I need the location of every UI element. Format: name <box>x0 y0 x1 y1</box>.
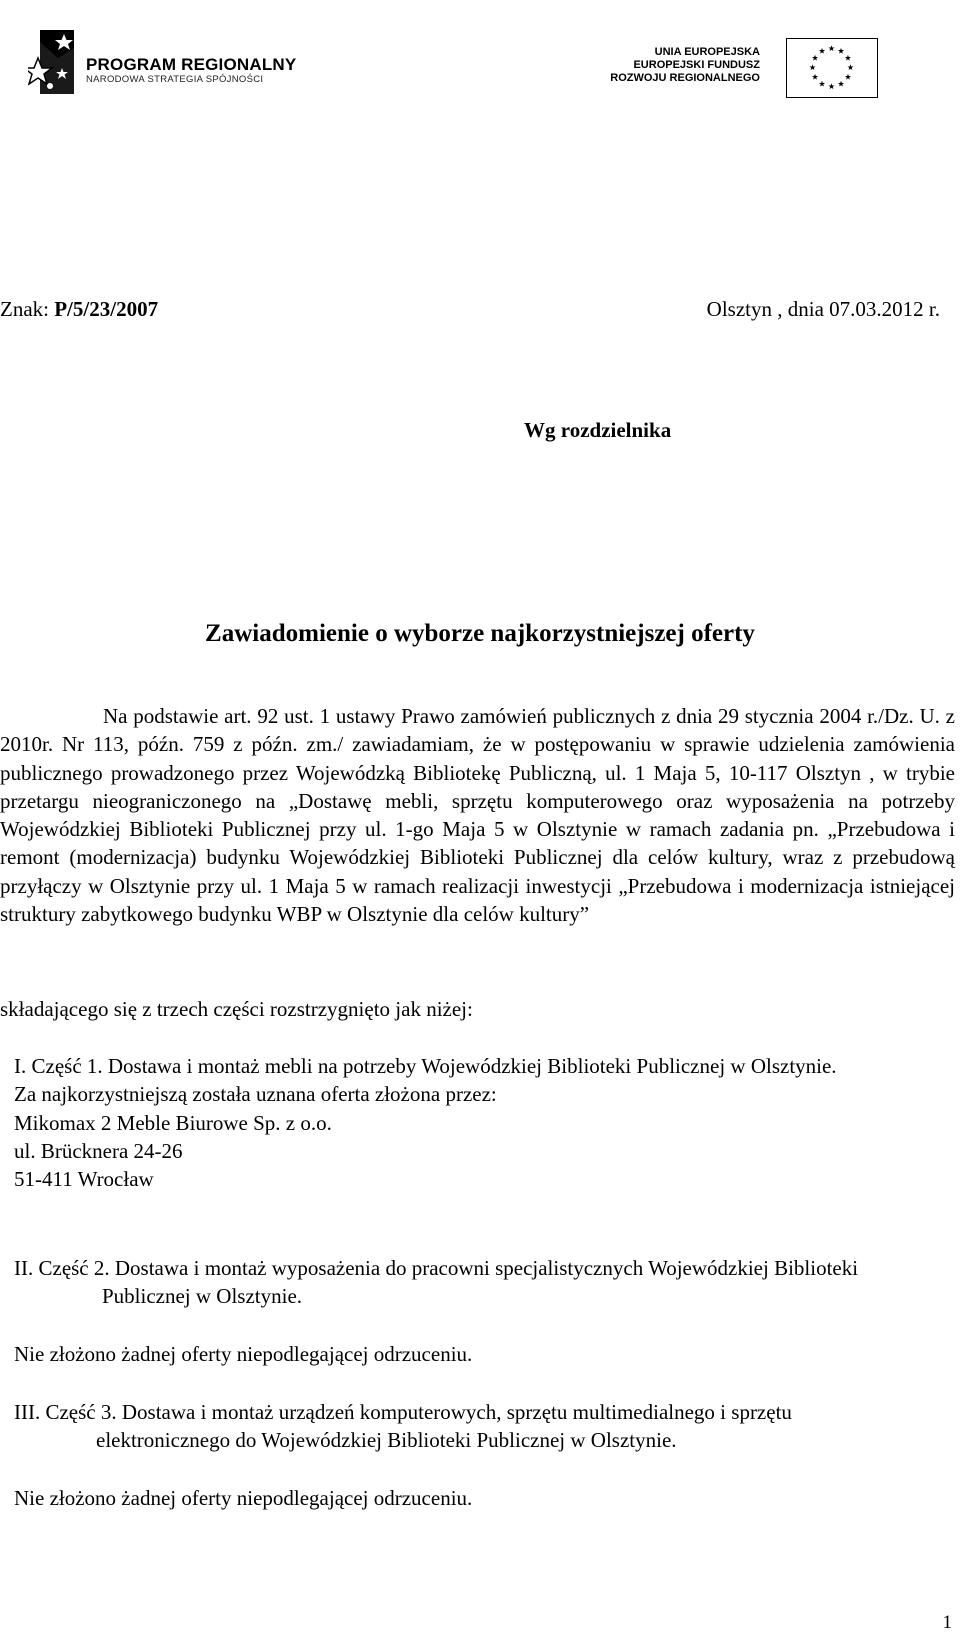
program-regionalny-logo <box>28 28 318 103</box>
part-2-heading: II. Część 2. Dostawa i montaż wyposażenia do pracowni specjalistycznych Wojewódzkiej Biblioteki Publicznej w Olsztynie. <box>14 1256 859 1309</box>
eu-star-icon <box>845 74 851 80</box>
part-2-result: Nie złożono żadnej oferty niepodlegającej odrzuceniu. <box>14 1342 473 1366</box>
part-3-result: Nie złożono żadnej oferty niepodlegającej odrzuceniu. <box>14 1486 473 1510</box>
eu-star-icon <box>845 55 851 61</box>
part-3 <box>14 1398 894 1455</box>
part-1-heading: I. Część 1. Dostawa i montaż mebli na potrzeby Wojewódzkiej Biblioteki Publicznej w Olsztynie. <box>14 1054 837 1078</box>
eu-star-icon <box>819 81 825 87</box>
document-title: Zawiadomienie o wyborze najkorzystniejszej oferty <box>205 620 755 647</box>
reference-value: P/5/23/2007 <box>54 297 159 321</box>
recipient: Wg rozdzielnika <box>524 418 672 442</box>
eu-star-icon <box>812 55 818 61</box>
part-1-line: Mikomax 2 Meble Biurowe Sp. z o.o. <box>14 1110 332 1135</box>
right-logo-line3: ROZWOJU REGIONALNEGO <box>610 72 760 84</box>
eu-star-icon <box>847 64 853 70</box>
left-logo-subtitle: NARODOWA STRATEGIA SPÓJNOŚCI <box>86 74 264 85</box>
eu-star-icon <box>838 81 844 87</box>
reference-number <box>0 295 158 323</box>
eu-star-icon <box>812 74 818 80</box>
eu-star-icon <box>828 83 834 89</box>
eu-star-icon <box>838 48 844 54</box>
eu-star-icon <box>828 45 834 51</box>
part-1-line: Za najkorzystniejszą została uznana oferta złożona przez: <box>14 1082 497 1107</box>
intro-tail: składającego się z trzech części rozstrzygnięto jak niżej: <box>0 997 473 1021</box>
part-1-line: 51-411 Wrocław <box>14 1167 154 1192</box>
unia-europejska-logo <box>610 36 880 102</box>
place-date: Olsztyn , dnia 07.03.2012 r. <box>706 297 940 321</box>
part-3-heading: III. Część 3. Dostawa i montaż urządzeń komputerowych, sprzętu multimedialnego i sprzętu elektronicznego do Wojewódzkiej Biblioteki Publicznej w Olsztynie. <box>14 1400 792 1453</box>
part-1 <box>14 1052 914 1193</box>
right-logo-line1: UNIA EUROPEJSKA <box>654 46 760 58</box>
intro-paragraph <box>0 702 955 928</box>
right-logo-line2: EUROPEJSKI FUNDUSZ <box>633 59 760 71</box>
part-1-line: ul. Brücknera 24-26 <box>14 1138 183 1163</box>
eu-star-icon <box>809 64 815 70</box>
part-2 <box>14 1254 934 1311</box>
left-logo-title: PROGRAM REGIONALNY <box>86 55 297 74</box>
program-regionalny-emblem-icon <box>28 28 80 100</box>
page-number: 1 <box>942 1612 952 1633</box>
eu-flag-icon <box>786 38 878 98</box>
reference-label: Znak: <box>0 297 55 321</box>
eu-star-icon <box>819 48 825 54</box>
intro-text: Na podstawie art. 92 ust. 1 ustawy Prawo zamówień publicznych z dnia 29 stycznia 2004 r./Dz. U. z 2010r. Nr 113, późn. 759 z późn. zm./ zawiadamiam, że w postępowaniu w sprawie udzielenia zamówienia publicznego prowadzonego przez Wojewódzką Bibliotekę Publiczną, ul. 1 Maja 5, 10-117 Olsztyn , w trybie przetargu nieograniczonego na „Dostawę mebli, sprzętu komputerowego oraz wyposażenia na potrzeby Wojewódzkiej Biblioteki Publicznej przy ul. 1-go Maja 5 w Olsztynie w ramach zadania pn. „Przebudowa i remont (modernizacja) budynku Wojewódzkiej Biblioteki Publicznej dla celów kultury, wraz z przebudową przyłączy w Olsztynie przy ul. 1 Maja 5 w ramach realizacji inwestycji „Przebudowa i modernizacja istniejącej struktury zabytkowego budynku WBP w Olsztynie dla celów kultury” <box>0 704 955 927</box>
